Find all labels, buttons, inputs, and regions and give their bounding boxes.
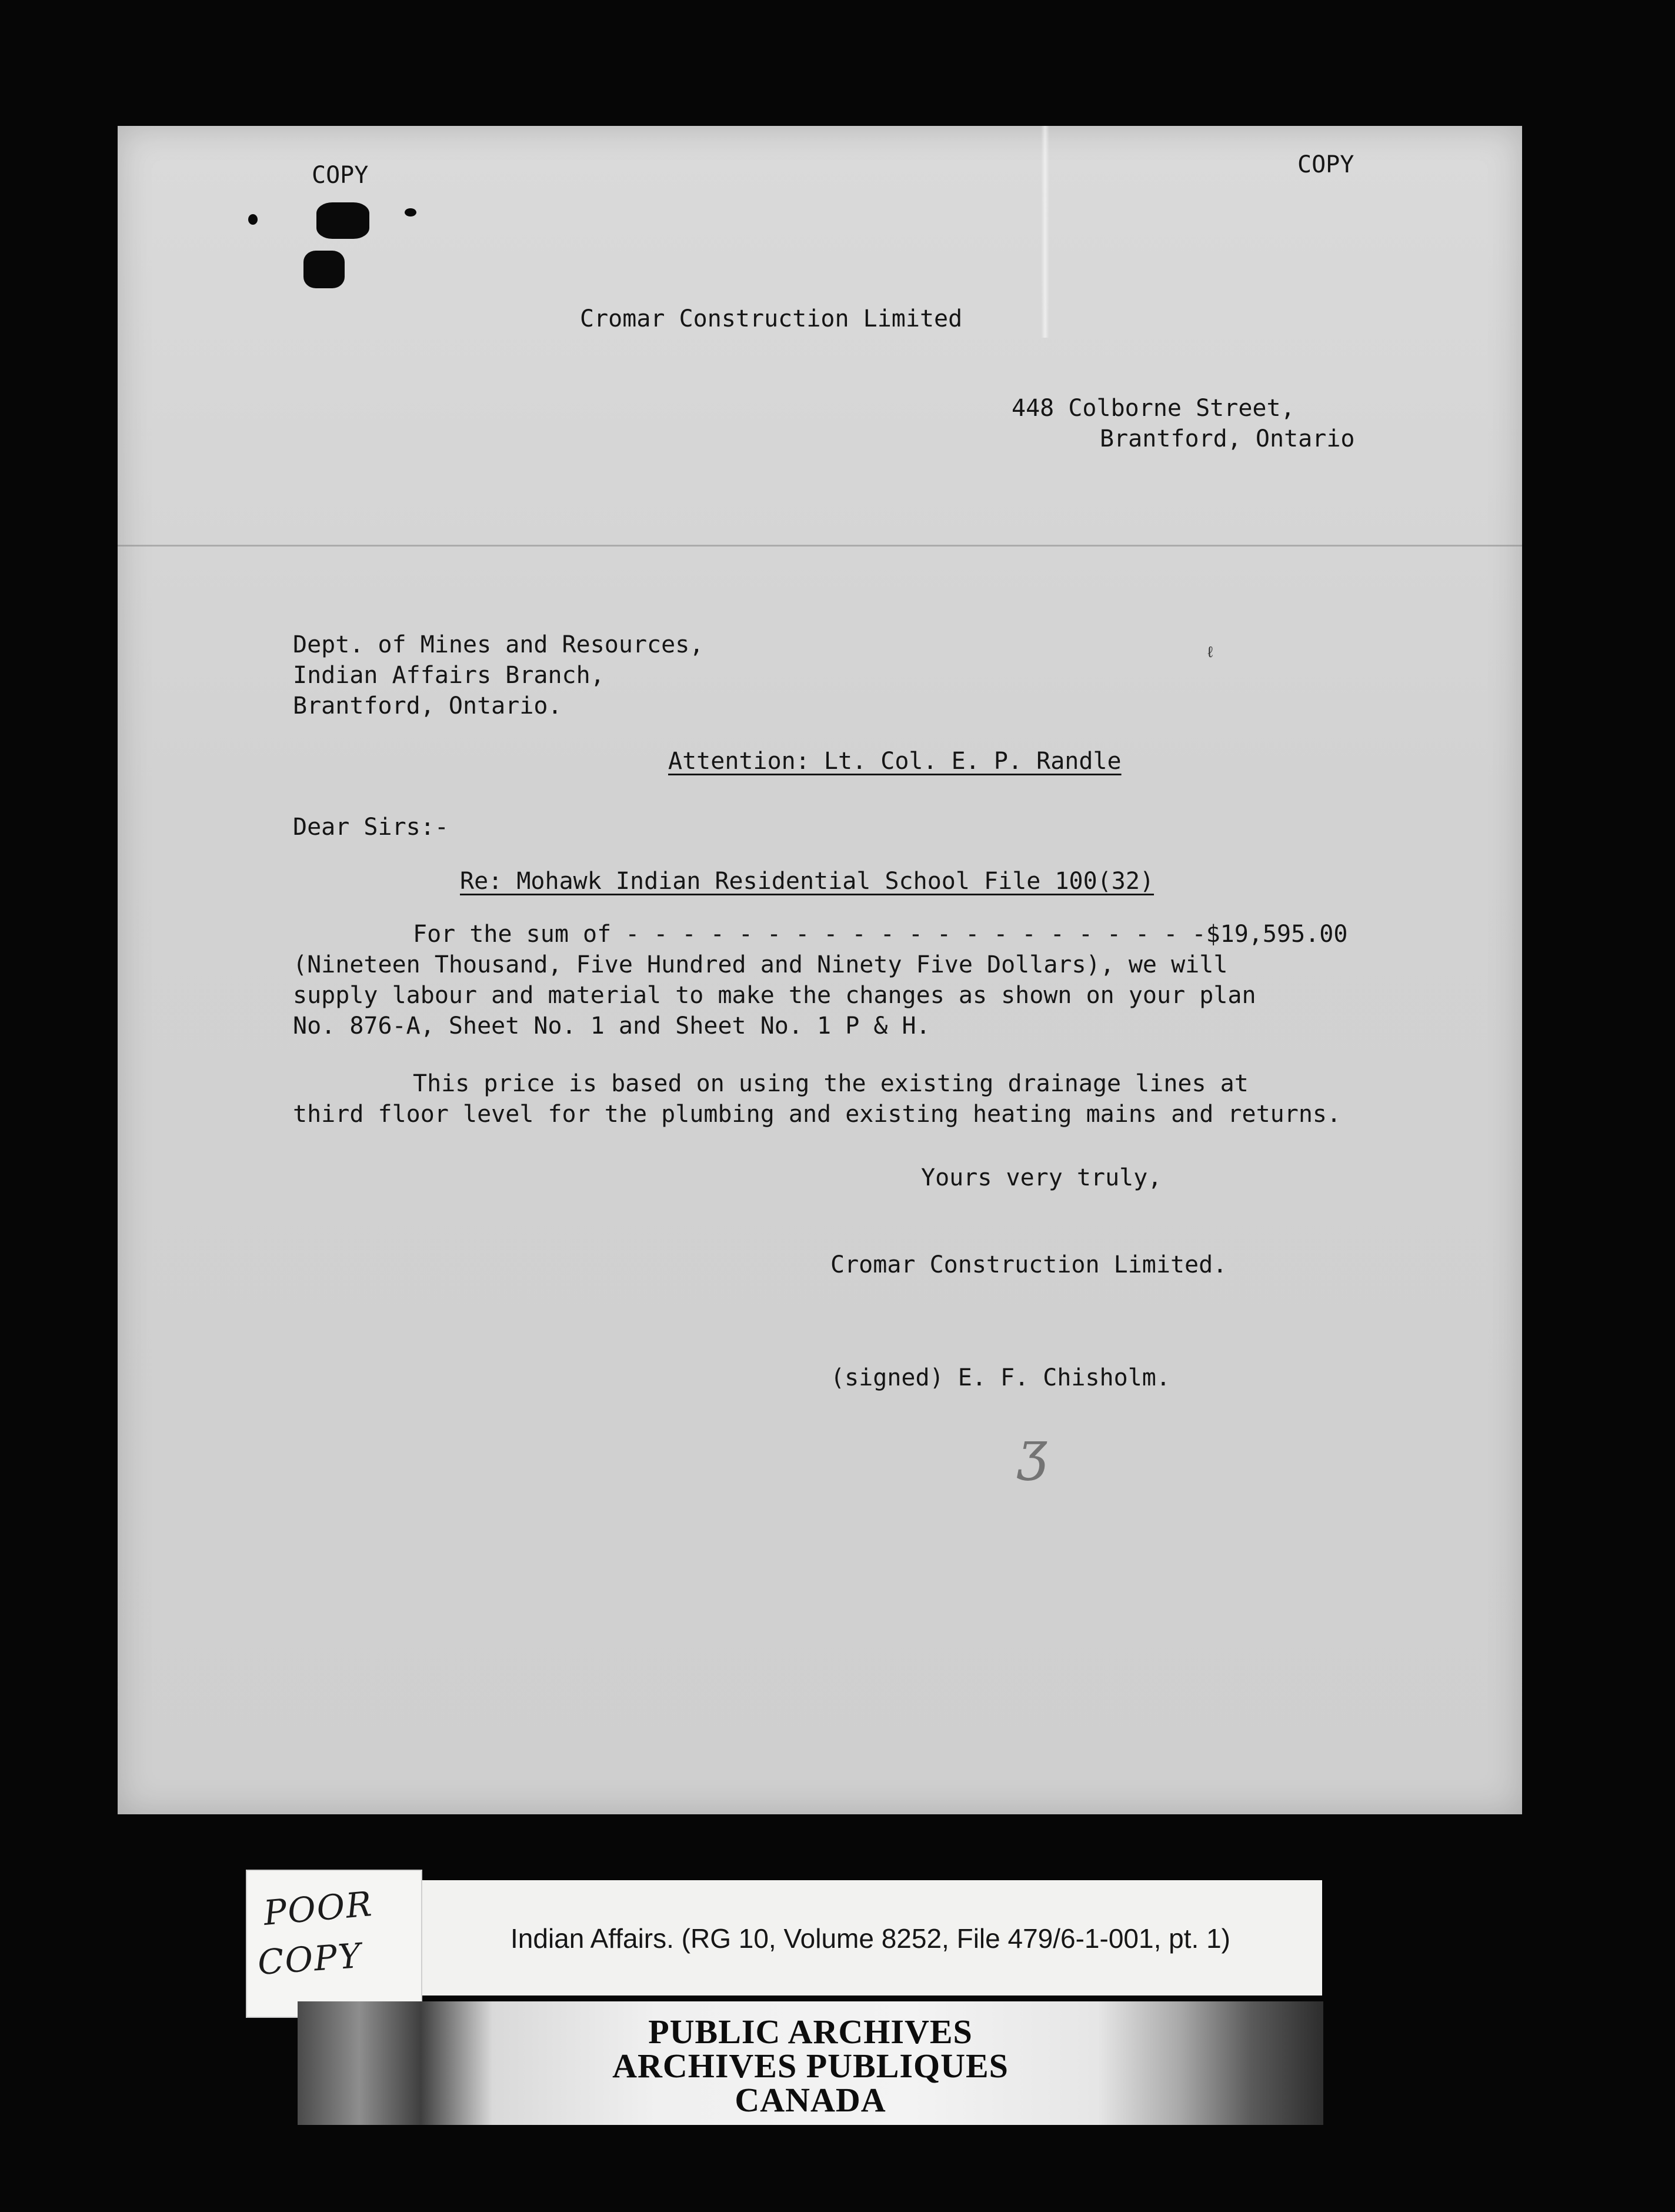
letter-page [118,126,1522,1814]
stamp-line-3: CANADA [735,2081,886,2119]
paragraph-1-line-3: supply labour and material to make the changes as shown on your plan [293,982,1256,1009]
archives-stamp [298,2001,1323,2125]
sender-address-line-1: 448 Colborne Street, [1012,395,1295,422]
pencil-mark: ʒ [1017,1420,1047,1482]
archive-reference: Indian Affairs. (RG 10, Volume 8252, File 479/6-1-001, pt. 1) [510,1923,1230,1954]
paragraph-1-line-1: For the sum of - - - - - - - - - - - - - - - - - - - - -$19,595.00 [413,921,1348,948]
recipient-line-1: Dept. of Mines and Resources, [293,631,704,658]
ink-spot [405,208,416,216]
paragraph-2-line-2: third floor level for the plumbing and existing heating mains and returns. [293,1101,1342,1128]
punch-hole-damage [303,251,345,288]
stamp-line-2: ARCHIVES PUBLIQUES [612,2047,1009,2085]
paper-crease [1041,126,1049,338]
ink-spot [248,214,258,225]
copy-label-right: COPY [1297,151,1354,178]
poor-copy-label [246,1870,422,2018]
letterhead: Cromar Construction Limited [580,305,963,332]
poor-copy-note-line-2: COPY [256,1935,363,1983]
company-signoff: Cromar Construction Limited. [830,1251,1227,1278]
subject-line: Re: Mohawk Indian Residential School File 100(32) [460,868,1155,895]
poor-copy-note-line-1: POOR [262,1884,375,1933]
closing: Yours very truly, [921,1164,1162,1191]
recipient-line-2: Indian Affairs Branch, [293,662,605,689]
archive-reference-label [422,1880,1322,1996]
salutation: Dear Sirs:- [293,814,449,841]
paragraph-1-line-2: (Nineteen Thousand, Five Hundred and Ninety Five Dollars), we will [293,951,1228,978]
sender-address-line-2: Brantford, Ontario [1100,425,1355,452]
fold-line [118,545,1522,547]
paragraph-2-line-1: This price is based on using the existing drainage lines at [413,1070,1249,1097]
recipient-line-3: Brantford, Ontario. [293,692,562,719]
copy-label-left: COPY [312,162,369,189]
pencil-tick: ℓ [1206,644,1215,661]
signature-line: (signed) E. F. Chisholm. [830,1364,1170,1391]
punch-hole-damage [316,202,369,239]
paragraph-1-line-4: No. 876-A, Sheet No. 1 and Sheet No. 1 P & H. [293,1012,930,1040]
attention-line: Attention: Lt. Col. E. P. Randle [668,748,1122,775]
stamp-line-1: PUBLIC ARCHIVES [648,2013,973,2051]
